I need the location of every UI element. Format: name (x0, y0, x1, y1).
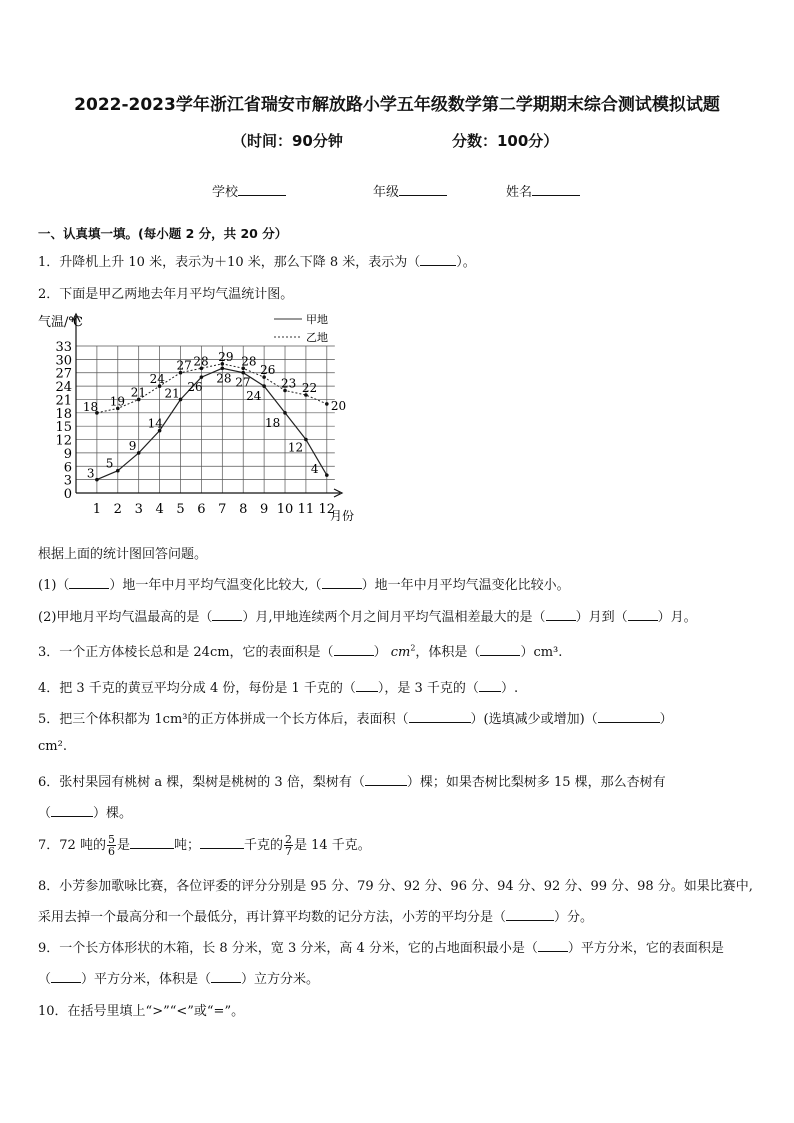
data-label-yi: 29 (218, 349, 234, 364)
y-tick-label: 33 (55, 340, 72, 355)
exam-title: 2022-2023学年浙江省瑞安市解放路小学五年级数学第二学期期末综合测试模拟试题 (74, 95, 720, 115)
q9-blank-a[interactable] (538, 939, 568, 952)
question-9: 9．一个长方体形状的木箱，长 8 分米，宽 3 分米，高 4 分米，它的占地面积最小是（ ）平方分米，它的表面积是 (38, 941, 724, 956)
data-label-yi: 27 (176, 358, 192, 373)
q4-blank-b[interactable] (479, 679, 501, 692)
q6-blank-b[interactable] (51, 804, 93, 817)
x-tick-label: 2 (113, 502, 122, 517)
temperature-chart (36, 308, 366, 530)
q7-blank-b[interactable] (200, 836, 244, 849)
data-label-yi: 18 (82, 399, 99, 414)
data-label-jia: 28 (216, 371, 232, 386)
data-label-jia: 4 (310, 462, 319, 477)
point-jia (241, 371, 245, 375)
temperature-chart-svg (36, 308, 366, 530)
question-2-2: (2)甲地月平均气温最高的是（ ）月,甲地连续两个月之间月平均气温相差最大的是（ ）月到（ ）月。 (38, 610, 697, 625)
x-tick-label: 3 (134, 502, 143, 517)
data-label-jia: 12 (287, 440, 304, 455)
question-1: 1．升降机上升 10 米，表示为＋10 米，那么下降 8 米，表示为（ ）。 (38, 255, 476, 270)
point-jia (304, 438, 308, 442)
q4-blank-a[interactable] (356, 679, 378, 692)
fraction-2-7: $\frac{2}{7}$ (285, 833, 292, 858)
q2-1-blank-a[interactable] (69, 576, 109, 589)
x-tick-label: 8 (239, 502, 248, 517)
y-tick-label: 9 (63, 446, 72, 462)
y-tick-label: 24 (55, 380, 72, 396)
x-tick-label: 9 (259, 502, 269, 517)
data-label-jia: 21 (164, 386, 180, 401)
question-10: 10．在括号里填上“>”“<”或“=”。 (38, 1004, 245, 1019)
y-tick-label: 6 (63, 460, 72, 476)
q9-blank-b[interactable] (51, 970, 81, 983)
data-label-jia: 9 (128, 438, 137, 453)
point-jia (325, 473, 329, 477)
y-tick-label: 15 (55, 420, 72, 436)
question-5-unit: cm². (38, 739, 67, 754)
name-label: 姓名 (506, 185, 533, 200)
name-field[interactable] (506, 181, 580, 200)
point-yi (325, 402, 329, 406)
data-label-jia: 18 (265, 415, 281, 430)
question-8-cont: 采用去掉一个最高分和一个最低分，再计算平均数的记分方法，小芳的平均分是（ ）分。 (38, 910, 594, 925)
y-tick-label: 27 (55, 366, 72, 382)
q3-blank-b[interactable] (480, 643, 520, 656)
question-6: 6．张村果园有桃树 a 棵，梨树是桃树的 3 倍，梨树有（ ）棵；如果杏树比梨树多 15 棵，那么杏树有 (38, 775, 666, 790)
q5-blank-a[interactable] (409, 710, 471, 723)
data-label-jia: 26 (187, 380, 203, 395)
point-jia (221, 366, 225, 370)
x-tick-label: 4 (155, 502, 164, 517)
point-jia (95, 478, 99, 482)
grade-field[interactable] (373, 181, 447, 200)
data-label-yi: 19 (109, 394, 126, 409)
y-tick-label: 12 (55, 433, 72, 449)
point-jia (262, 384, 266, 388)
q2-2-blank-a[interactable] (212, 608, 242, 621)
q9-blank-c[interactable] (211, 970, 241, 983)
x-tick-label: 6 (197, 502, 206, 517)
data-label-jia: 14 (147, 416, 163, 431)
data-label-yi: 20 (330, 398, 347, 413)
q7-blank-a[interactable] (130, 836, 174, 849)
data-label-jia: 24 (246, 389, 262, 404)
question-2-1: (1)（ ）地一年中月平均气温变化比较大,（ ）地一年中月平均气温变化比较小。 (38, 578, 570, 593)
data-label-yi: 28 (193, 354, 209, 369)
data-label-jia: 5 (105, 456, 114, 471)
section-1-heading: 一、认真填一填。(每小题 2 分，共 20 分） (38, 226, 288, 241)
y-tick-label: 21 (55, 393, 72, 409)
y-tick-label: 0 (63, 487, 72, 502)
x-tick-label: 5 (176, 502, 185, 517)
school-field[interactable] (212, 181, 286, 200)
time-label: （时间：90分钟 (232, 132, 343, 150)
legend-label-yi: 乙地 (306, 331, 328, 344)
question-4: 4．把 3 千克的黄豆平均分成 4 份，每份是 1 千克的（ ），是 3 千克的（ ）. (38, 681, 519, 696)
data-label-yi: 26 (260, 363, 276, 378)
x-tick-label: 10 (276, 502, 294, 517)
q6-blank-a[interactable] (365, 773, 407, 786)
point-jia (200, 375, 204, 379)
y-tick-label: 18 (55, 406, 72, 422)
x-tick-label: 12 (318, 502, 336, 517)
data-label-yi: 28 (241, 354, 257, 369)
point-jia (137, 451, 141, 455)
grade-label: 年级 (373, 185, 400, 200)
point-jia (283, 411, 287, 415)
data-label-yi: 22 (301, 381, 318, 395)
x-tick-label: 1 (92, 502, 102, 517)
y-axis-label: 气温/℃ (38, 315, 83, 330)
x-tick-label: 7 (218, 502, 227, 517)
question-9-cont: （ ）平方分米，体积是（ ）立方分米。 (38, 972, 320, 987)
fraction-5-6: $\frac{5}{6}$ (107, 833, 115, 858)
y-tick-label: 3 (63, 473, 72, 489)
q2-1-blank-b[interactable] (322, 576, 362, 589)
x-tick-label: 11 (297, 502, 315, 517)
data-label-yi: 24 (149, 372, 165, 387)
data-label-yi: 23 (281, 376, 297, 391)
q2-2-blank-b[interactable] (546, 608, 576, 621)
school-label: 学校 (212, 185, 239, 200)
q8-blank[interactable] (506, 908, 554, 921)
q1-blank[interactable] (420, 253, 456, 266)
question-2-intro: 根据上面的统计图回答问题。 (38, 547, 208, 562)
x-axis-label: 月份 (330, 509, 355, 523)
question-5: 5．把三个体积都为 1cm³的正方体拼成一个长方体后，表面积（ ）(选填减少或增加)（ ） (38, 712, 673, 727)
q3-blank-a[interactable] (334, 643, 374, 656)
question-2: 2．下面是甲乙两地去年月平均气温统计图。 (38, 287, 294, 302)
data-label-jia: 27 (235, 375, 251, 390)
question-8: 8．小芳参加歌咏比赛，各位评委的评分分别是 95 分、79 分、92 分、96 分、94 分、92 分、99 分、98 分。如果比赛中, (38, 879, 753, 894)
score-label: 分数：100分） (452, 132, 559, 150)
q2-2-blank-c[interactable] (628, 608, 658, 621)
legend-label-jia: 甲地 (306, 313, 328, 326)
question-3: 3．一个正方体棱长总和是 24cm，它的表面积是（ ） $cm^2$，体积是（ ）cm³. (38, 643, 563, 660)
data-label-yi: 21 (130, 385, 146, 400)
question-6-cont: （ ）棵。 (38, 806, 133, 821)
q5-blank-b[interactable] (598, 710, 660, 723)
data-label-jia: 3 (86, 466, 95, 481)
question-7: 7．72 吨的 $\frac{5}{6}$ 是 吨； 千克的 $\frac{2}{7}$ 是 14 千克。 (38, 833, 371, 858)
y-tick-label: 30 (55, 353, 72, 369)
point-jia (116, 469, 120, 473)
